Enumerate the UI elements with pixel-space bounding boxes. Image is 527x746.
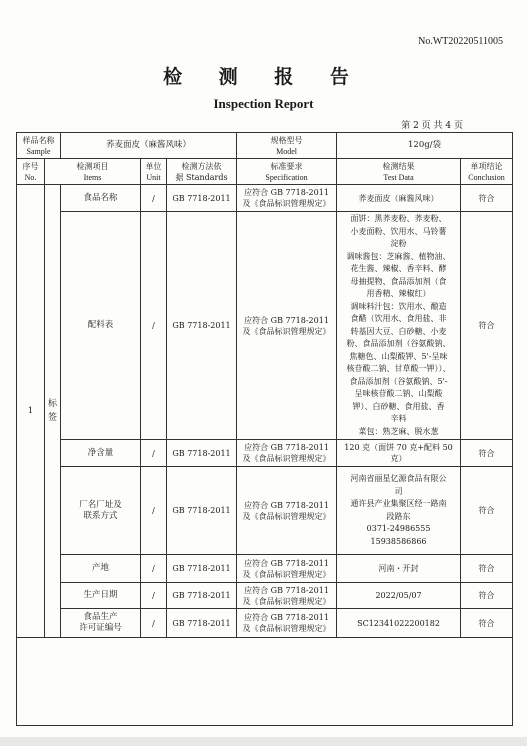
report-title-en: Inspection Report <box>213 96 314 111</box>
item-result: SC12341022200182 <box>337 609 461 638</box>
item-spec: 应符合 GB 7718-2011 及《食品标识管理规定》 <box>237 212 337 440</box>
model-label-en: Model <box>276 146 297 156</box>
item-result: 120 克（面饼 70 克+配料 50 克） <box>337 440 461 467</box>
table-row <box>17 212 513 440</box>
col-specification: 标准要求 Specification <box>237 159 337 185</box>
page-indicator: 第 2 页 共 4 页 <box>401 121 463 131</box>
item-conclusion: 符合 <box>461 555 513 583</box>
info-row <box>17 133 513 159</box>
blank-row <box>17 638 513 726</box>
page-bottom-edge <box>0 737 527 746</box>
group-number: 1 <box>17 185 45 638</box>
col-standards: 检测方法依 据 Standards <box>167 159 237 185</box>
item-unit: / <box>141 609 167 638</box>
item-name: 厂名厂址及 联系方式 <box>61 467 141 555</box>
item-standard: GB 7718-2011 <box>167 609 237 638</box>
item-spec: 应符合 GB 7718-2011 及《食品标识管理规定》 <box>237 185 337 212</box>
report-number: No.WT20220511005 <box>418 36 503 47</box>
item-name: 净含量 <box>61 440 141 467</box>
item-spec: 应符合 GB 7718-2011 及《食品标识管理规定》 <box>237 583 337 609</box>
item-unit: / <box>141 212 167 440</box>
item-name: 食品名称 <box>61 185 141 212</box>
item-spec: 应符合 GB 7718-2011 及《食品标识管理规定》 <box>237 467 337 555</box>
col-test-data: 检测结果 Test Data <box>337 159 461 185</box>
col-conclusion: 单项结论 Conclusion <box>461 159 513 185</box>
sample-value: 荞麦面皮（麻酱风味） <box>61 133 237 159</box>
item-standard: GB 7718-2011 <box>167 555 237 583</box>
item-conclusion: 符合 <box>461 212 513 440</box>
item-unit: / <box>141 467 167 555</box>
table-row <box>17 609 513 638</box>
item-result: 河南省丽星亿源食品有限公 司 通许县产业集聚区经一路南 段路东 0371-24986555 15938586866 <box>337 467 461 555</box>
item-name: 生产日期 <box>61 583 141 609</box>
item-standard: GB 7718-2011 <box>167 440 237 467</box>
report-title-cn: 检 测 报 告 <box>163 66 364 88</box>
item-standard: GB 7718-2011 <box>167 185 237 212</box>
table-row <box>17 555 513 583</box>
item-result: 河南・开封 <box>337 555 461 583</box>
item-spec: 应符合 GB 7718-2011 及《食品标识管理规定》 <box>237 609 337 638</box>
col-unit: 单位 Unit <box>141 159 167 185</box>
item-conclusion: 符合 <box>461 185 513 212</box>
item-spec: 应符合 GB 7718-2011 及《食品标识管理规定》 <box>237 440 337 467</box>
item-conclusion: 符合 <box>461 440 513 467</box>
item-conclusion: 符合 <box>461 467 513 555</box>
item-unit: / <box>141 185 167 212</box>
item-result: 荞麦面皮（麻酱风味） <box>337 185 461 212</box>
item-conclusion: 符合 <box>461 583 513 609</box>
sample-label-en: Sample <box>26 146 51 156</box>
table-row <box>17 185 513 212</box>
model-label-cn: 规格型号 <box>270 135 303 145</box>
item-standard: GB 7718-2011 <box>167 583 237 609</box>
table-row <box>17 467 513 555</box>
inspection-table <box>16 132 513 726</box>
item-unit: / <box>141 583 167 609</box>
item-standard: GB 7718-2011 <box>167 467 237 555</box>
item-result: 面饼：黑荞麦粉、荞麦粉、 小麦面粉、饮用水、马铃薯 淀粉 调味酱包：芝麻酱、植物油、 花生酱、辣椒、香辛料、酵 母抽提物、食品添加剂（食 用香精、辣椒红） 调味料汁包：饮用水、酿造 食醋（饮用水、食用盐、非 转基因大豆、白砂糖、小麦 粉、食品添加剂（谷氨酸钠、 焦糖色、山梨酸钾、5'-呈味 核苷酸二钠、甘草酸一钾））、 食品添加剂（谷氨酸钠、5'- 呈味核苷酸二钠、山梨酸 钾）、白砂糖、食用盐、香 辛料 菜包：熟芝麻、脱水葱 <box>337 212 461 440</box>
table-row <box>17 440 513 467</box>
item-result: 2022/05/07 <box>337 583 461 609</box>
model-value: 120g/袋 <box>337 133 513 159</box>
item-conclusion: 符合 <box>461 609 513 638</box>
col-no: 序号 No. <box>17 159 45 185</box>
model-label <box>237 133 337 159</box>
item-name: 食品生产 许可证编号 <box>61 609 141 638</box>
sample-label-cn: 样品名称 <box>22 135 55 145</box>
sample-label <box>17 133 61 159</box>
item-name: 配料表 <box>61 212 141 440</box>
item-standard: GB 7718-2011 <box>167 212 237 440</box>
blank-cell <box>17 638 513 726</box>
table-row <box>17 583 513 609</box>
item-spec: 应符合 GB 7718-2011 及《食品标识管理规定》 <box>237 555 337 583</box>
column-header-row <box>17 159 513 185</box>
group-label: 标签 <box>45 185 61 638</box>
item-unit: / <box>141 440 167 467</box>
item-unit: / <box>141 555 167 583</box>
col-items: 检测项目 Items <box>45 159 141 185</box>
item-name: 产地 <box>61 555 141 583</box>
